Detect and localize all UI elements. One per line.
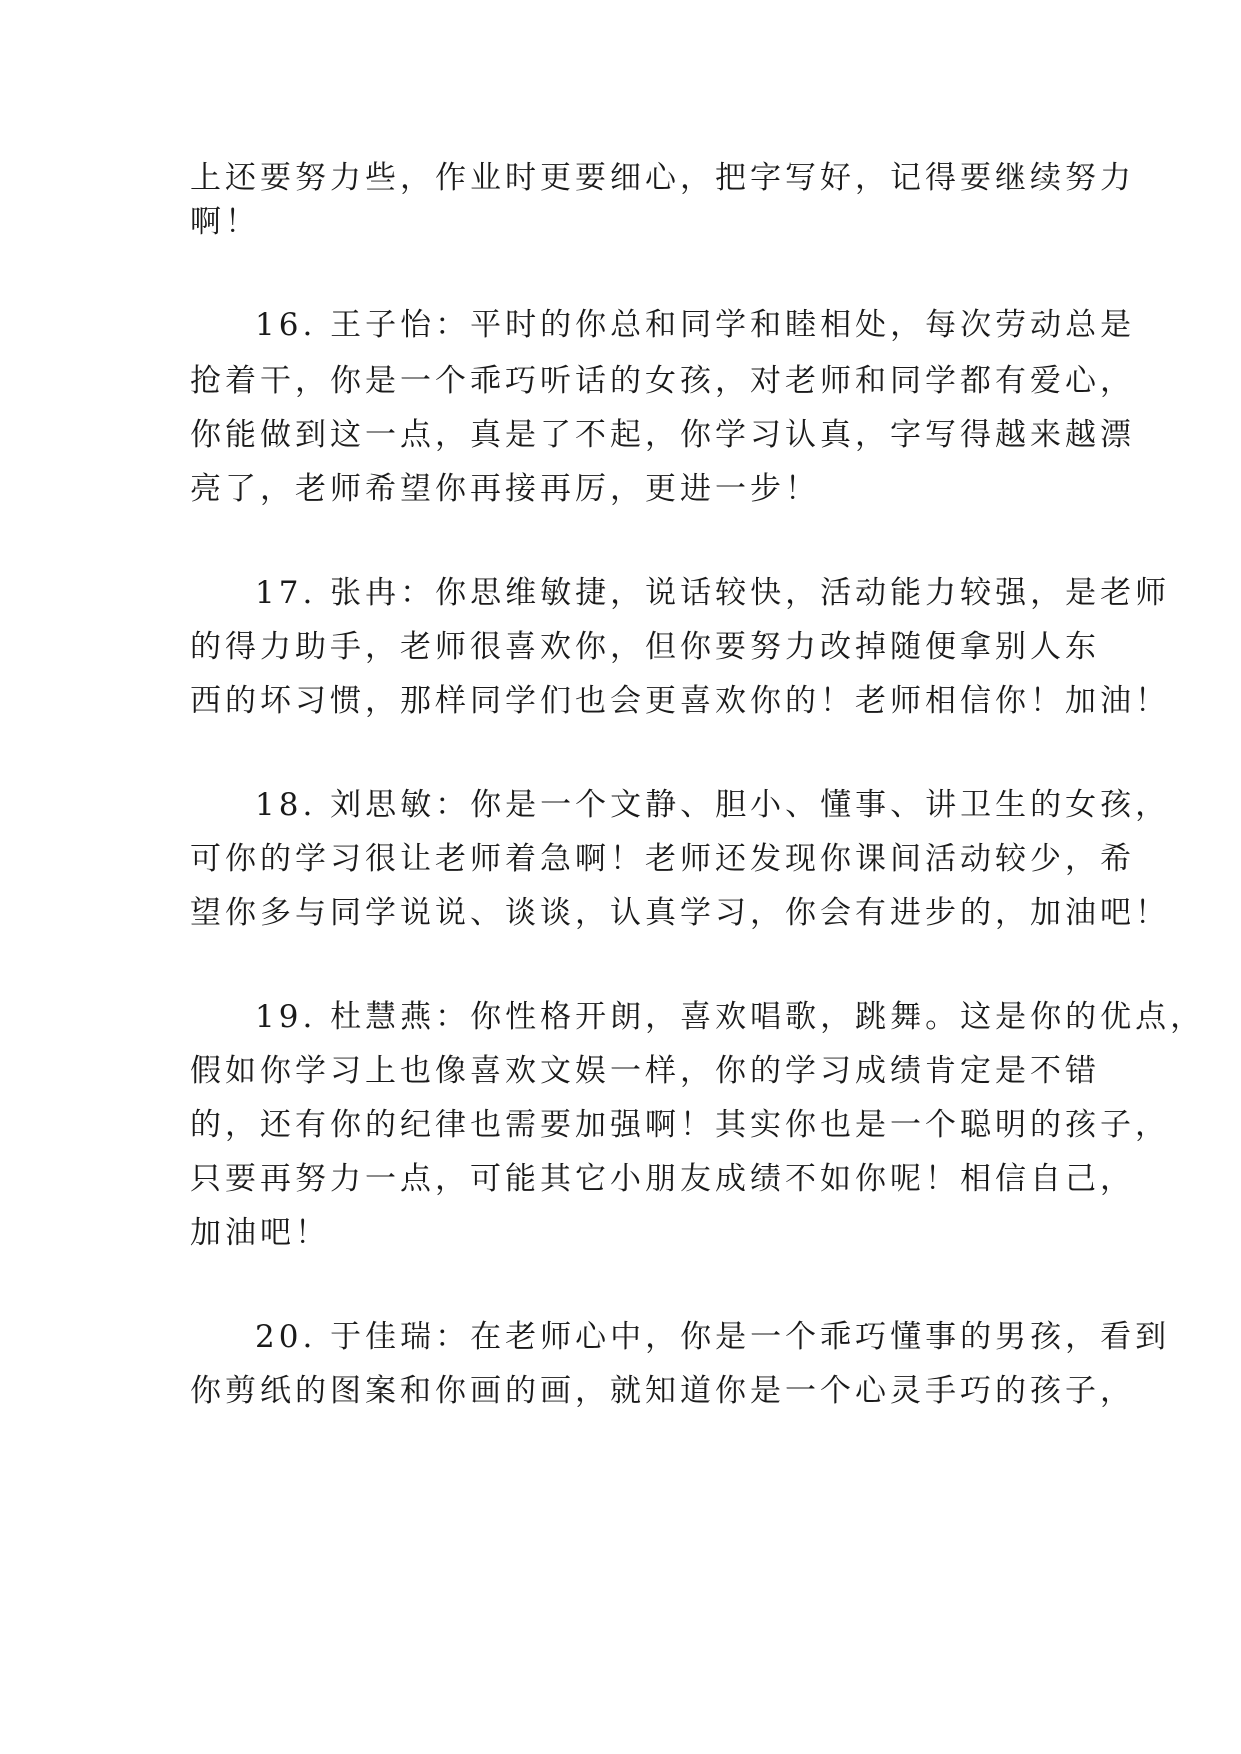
paragraph-line: 啊！ [190, 204, 260, 240]
paragraph-line: 望你多与同学说说、谈谈，认真学习，你会有进步的，加油吧！ [190, 895, 1170, 931]
paragraph-line: 的得力助手，老师很喜欢你，但你要努力改掉随便拿别人东 [190, 629, 1100, 665]
paragraph-line: 可你的学习很让老师着急啊！老师还发现你课间活动较少，希 [190, 841, 1135, 877]
paragraph-line: 19. 杜慧燕：你性格开朗，喜欢唱歌，跳舞。这是你的优点， [255, 999, 1206, 1035]
paragraph-line: 20. 于佳瑞：在老师心中，你是一个乖巧懂事的男孩，看到 [255, 1319, 1171, 1355]
paragraph-line: 18. 刘思敏：你是一个文静、胆小、懂事、讲卫生的女孩， [255, 787, 1171, 823]
paragraph-line: 抢着干，你是一个乖巧听话的女孩，对老师和同学都有爱心， [190, 363, 1135, 399]
paragraph-line: 17. 张冉：你思维敏捷，说话较快，活动能力较强，是老师 [255, 575, 1171, 611]
paragraph-line: 只要再努力一点，可能其它小朋友成绩不如你呢！相信自己， [190, 1161, 1135, 1197]
paragraph-line: 西的坏习惯，那样同学们也会更喜欢你的！老师相信你！加油！ [190, 683, 1170, 719]
paragraph-line: 16. 王子怡：平时的你总和同学和睦相处，每次劳动总是 [255, 307, 1136, 343]
paragraph-line: 你能做到这一点，真是了不起，你学习认真，字写得越来越漂 [190, 417, 1135, 453]
paragraph-line: 亮了，老师希望你再接再厉，更进一步！ [190, 471, 820, 507]
paragraph-line: 加油吧！ [190, 1215, 330, 1251]
paragraph-line: 的，还有你的纪律也需要加强啊！其实你也是一个聪明的孩子， [190, 1107, 1170, 1143]
paragraph-line: 上还要努力些，作业时更要细心，把字写好，记得要继续努力 [190, 160, 1135, 196]
paragraph-line: 你剪纸的图案和你画的画，就知道你是一个心灵手巧的孩子， [190, 1373, 1135, 1409]
paragraph-line: 假如你学习上也像喜欢文娱一样，你的学习成绩肯定是不错 [190, 1053, 1100, 1089]
